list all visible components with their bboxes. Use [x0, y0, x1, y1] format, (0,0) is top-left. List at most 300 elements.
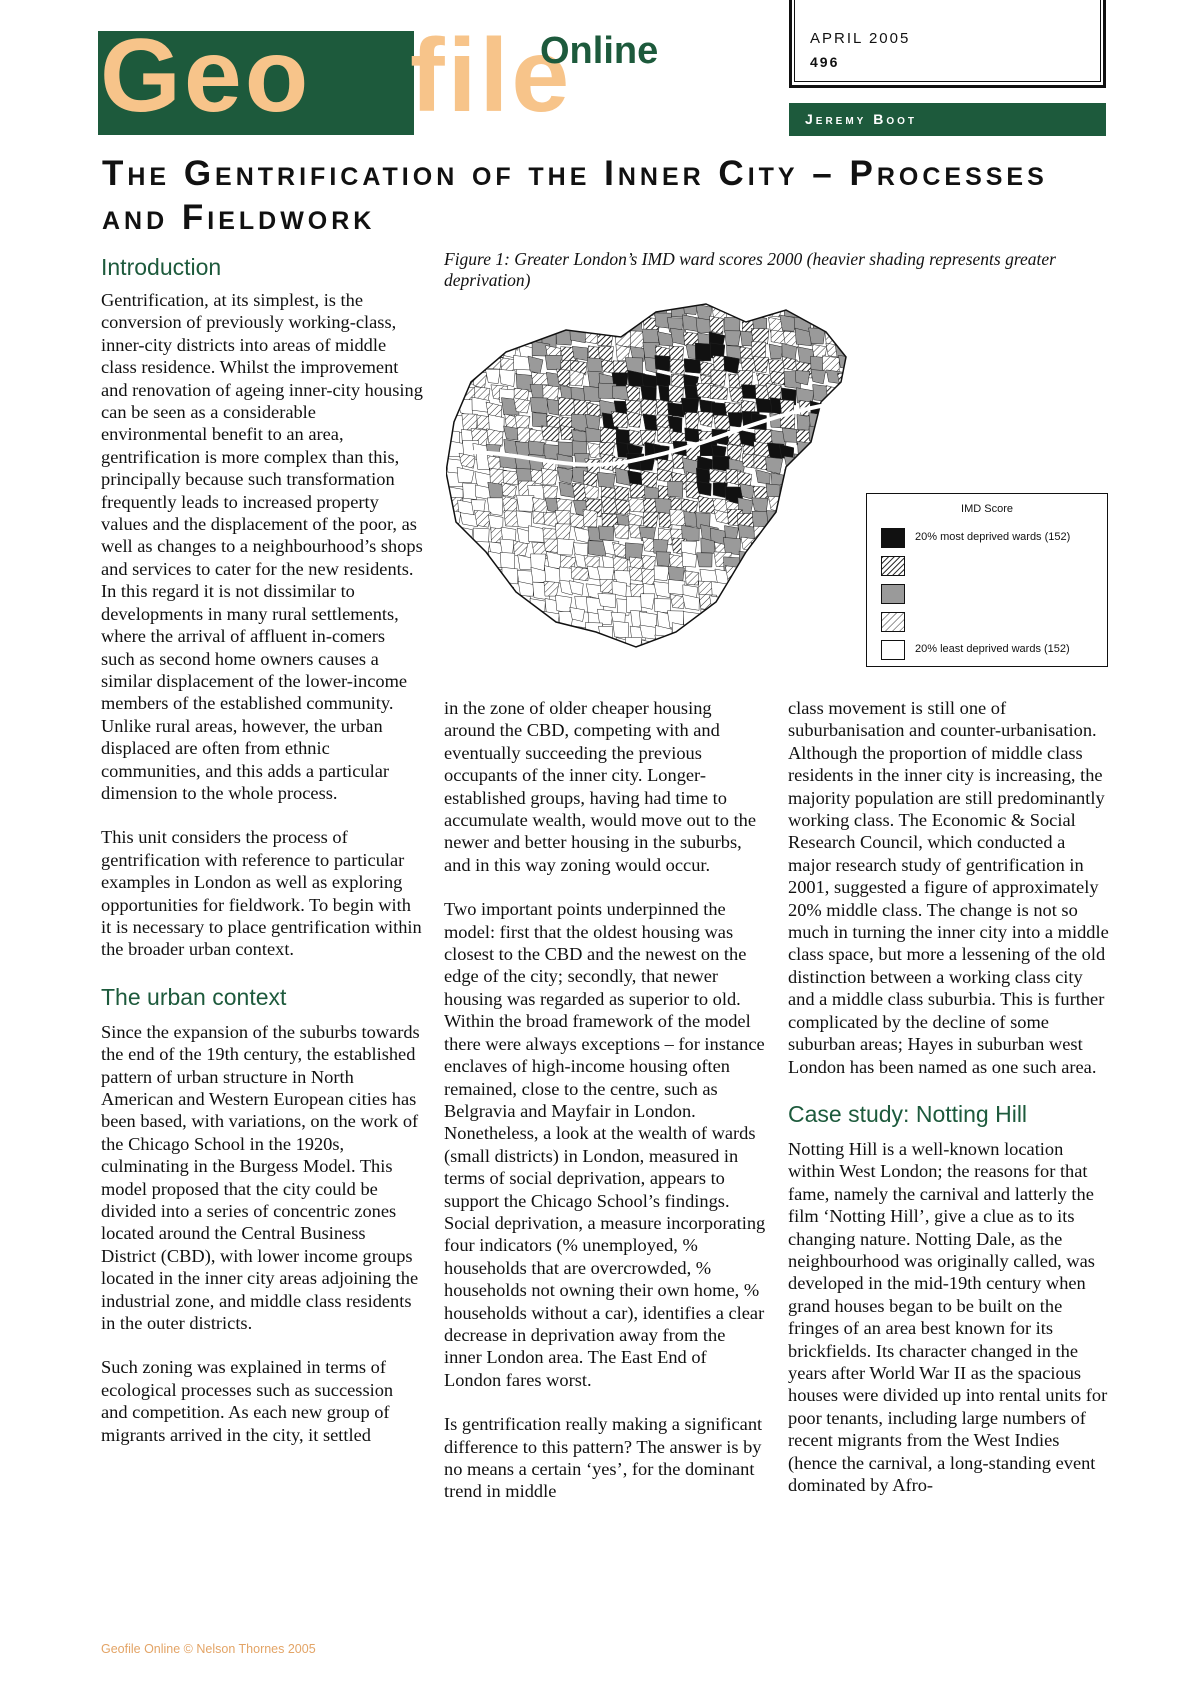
issue-number: 496	[810, 54, 840, 70]
ward-cell	[545, 355, 562, 370]
ward-cell	[698, 496, 714, 513]
ward-cell	[459, 316, 473, 332]
ward-cell	[529, 624, 544, 640]
figure-caption: Figure 1: Greater London’s IMD ward scores 2000 (heavier shading represents greater deprivation)	[444, 249, 1056, 290]
ward-cell	[727, 594, 744, 608]
ward-cell	[810, 596, 827, 610]
ward-cell	[799, 537, 814, 552]
ward-cell	[850, 458, 867, 472]
ward-cell	[461, 360, 475, 377]
ward-cell	[850, 442, 865, 459]
ward-cell	[754, 611, 769, 628]
ward-cell	[682, 552, 696, 567]
ward-cell	[825, 469, 841, 485]
ward-cell	[770, 650, 785, 667]
ward-cell	[852, 428, 870, 445]
ward-cell	[826, 528, 843, 543]
ward-cell	[726, 651, 742, 666]
ward-cell	[753, 357, 769, 373]
ward-cell	[798, 626, 813, 642]
ward-cell	[448, 317, 464, 332]
col2-paragraph-1: in the zone of older cheaper housing around the CBD, competing with and eventually succeeding the previous occupants of the inner city. Longer-established groups, having had time to accumulate wealth, would move out to the newer and better housing in the suburbs, and in this way zoning would occur.	[444, 698, 757, 875]
ward-cell	[825, 569, 840, 584]
ward-cell	[486, 302, 503, 317]
ward-cell	[669, 385, 684, 403]
ward-cell	[500, 624, 516, 642]
ward-cell	[807, 554, 821, 570]
ward-cell	[767, 580, 781, 596]
ward-cell	[546, 652, 561, 668]
ward-cell	[630, 483, 646, 498]
ward-cell	[628, 650, 645, 666]
ward-cell	[683, 612, 699, 626]
col3-paragraph-1: class movement is still one of suburbanisation and counter-urbanisation. Although the proportion of middle class residents in the inner city is increasing, the majority population are still predominantly working class. The Economic & Social Research Council, which conducted a major research study of gentrification in 2001, suggested a figure of approximately 20% middle class. The change is not so much in turning the inner city into a middle class space, but more a lessening of the old distinction between a working class city and a middle class suburbia. This is further complicated by the decline of some suburban areas; Hayes in suburban west London has been named as one such area.	[788, 698, 1109, 1077]
urban-paragraph-2: Such zoning was explained in terms of ecological processes such as succession and competition. As each new group of migrants arrived in the city, it settled	[101, 1357, 394, 1445]
ward-cell	[825, 596, 841, 610]
ward-cell	[838, 556, 853, 572]
ward-cell	[490, 595, 507, 609]
ward-cell	[503, 471, 518, 485]
ward-cell	[826, 386, 842, 401]
ward-cell	[686, 624, 702, 641]
ward-cell	[798, 484, 816, 500]
ward-cell	[447, 636, 463, 654]
ward-cell	[532, 413, 547, 428]
ward-cell	[486, 581, 502, 595]
ward-cell	[518, 624, 532, 639]
legend-swatch-light-hatch	[881, 612, 905, 632]
ward-cell	[459, 596, 477, 611]
ward-cell	[741, 637, 756, 655]
ward-cell	[654, 566, 669, 581]
ward-cell	[740, 304, 754, 319]
ward-cell	[645, 650, 663, 667]
ward-cell	[559, 397, 575, 415]
ward-cell	[459, 302, 476, 315]
ward-cell	[502, 302, 519, 316]
ward-cell	[477, 623, 493, 638]
ward-cell	[729, 582, 747, 600]
ward-cell	[472, 598, 488, 615]
ward-cell	[808, 639, 824, 657]
ward-cell	[672, 636, 688, 652]
ward-cell	[840, 571, 857, 586]
ward-cell	[752, 583, 769, 599]
ward-cell	[560, 652, 576, 667]
ward-cell	[457, 467, 474, 482]
ward-cell	[821, 582, 836, 596]
ward-cell	[812, 302, 827, 315]
ward-cell	[473, 613, 490, 628]
ward-cell	[840, 650, 858, 666]
ward-cell	[794, 581, 809, 598]
ward-cell	[613, 542, 628, 558]
ward-cell	[528, 441, 544, 456]
footer-copyright: Geofile Online © Nelson Thornes 2005	[101, 1642, 316, 1656]
ward-cell	[724, 622, 739, 637]
ward-cell	[781, 654, 799, 668]
ward-cell	[446, 374, 462, 390]
ward-cell	[728, 607, 745, 623]
ward-cell	[795, 302, 810, 316]
ward-cell	[836, 443, 852, 461]
ward-cell	[655, 355, 670, 371]
column-1	[101, 289, 423, 1468]
ward-cell	[570, 640, 586, 658]
ward-cell	[571, 566, 588, 580]
ward-cell	[611, 411, 627, 428]
ward-cell	[838, 543, 853, 557]
ward-cell	[474, 510, 491, 527]
ward-cell	[808, 457, 826, 475]
ward-cell	[471, 585, 487, 600]
ward-cell	[460, 650, 475, 668]
ward-cell	[727, 639, 744, 654]
ward-cell	[769, 496, 783, 512]
ward-cell	[710, 385, 727, 399]
ward-cell	[503, 640, 521, 658]
ward-cell	[854, 329, 870, 344]
ward-cell	[529, 610, 544, 624]
column-3	[788, 697, 1110, 1518]
ward-cell	[785, 470, 799, 487]
ward-cell	[546, 625, 561, 642]
ward-cell	[836, 593, 850, 608]
ward-cell	[836, 430, 852, 446]
ward-cell	[504, 596, 522, 613]
ward-cell	[474, 347, 488, 361]
ward-cell	[485, 369, 500, 383]
ward-cell	[837, 373, 854, 388]
ward-cell	[615, 304, 632, 319]
ward-cell	[785, 541, 800, 557]
ward-cell	[769, 639, 785, 654]
ward-cell	[669, 359, 684, 374]
ward-cell	[839, 317, 856, 335]
ward-cell	[446, 594, 462, 610]
ward-cell	[485, 655, 499, 672]
ward-cell	[697, 553, 713, 567]
ward-cell	[811, 539, 828, 556]
ward-cell	[698, 626, 715, 641]
ward-cell	[756, 639, 773, 656]
ward-cell	[837, 581, 852, 595]
ward-cell	[821, 302, 836, 317]
ward-cell	[711, 649, 726, 665]
ward-cell	[754, 624, 770, 639]
ward-cell	[811, 526, 828, 542]
ward-cell	[756, 470, 770, 484]
ward-cell	[449, 566, 465, 581]
ward-cell	[839, 355, 856, 369]
ward-cell	[599, 526, 614, 541]
ward-cell	[586, 428, 601, 442]
ward-cell	[461, 566, 476, 583]
ward-cell	[544, 302, 560, 317]
ward-cell	[458, 542, 474, 558]
ward-cell	[767, 537, 783, 552]
ward-cell	[458, 527, 472, 541]
ward-cell	[838, 621, 854, 637]
ward-cell	[462, 414, 478, 430]
ward-cell	[824, 542, 838, 557]
ward-cell	[837, 412, 854, 427]
ward-cell	[838, 386, 855, 403]
logo-file-text: file	[410, 18, 573, 134]
ward-cell	[798, 468, 814, 483]
ward-cell	[530, 398, 547, 414]
ward-cell	[461, 640, 478, 656]
legend-swatch-dense-hatch	[881, 556, 905, 576]
ward-cell	[754, 650, 769, 667]
ward-cell	[668, 481, 683, 497]
map-wards	[446, 302, 871, 672]
ward-cell	[793, 528, 810, 542]
intro-paragraph-2: This unit considers the process of gentrification with reference to particular examples in London as well as exploring opportunities for fieldwork. To begin with it is necessary to place gentrification within the broader urban context.	[101, 827, 422, 960]
ward-cell	[811, 441, 827, 455]
ward-cell	[600, 302, 618, 315]
ward-cell	[781, 569, 798, 586]
ward-cell	[710, 623, 724, 640]
ward-cell	[490, 331, 505, 348]
ward-cell	[714, 415, 730, 431]
ward-cell	[826, 650, 843, 667]
issue-date: APRIL 2005	[810, 30, 911, 47]
heading-case-study: Case study: Notting Hill	[788, 1100, 1028, 1127]
ward-cell	[599, 653, 614, 670]
ward-cell	[822, 635, 838, 652]
ward-cell	[795, 650, 813, 667]
ward-cell	[725, 331, 741, 346]
ward-cell	[823, 510, 840, 526]
ward-cell	[849, 389, 866, 407]
ward-cell	[781, 583, 798, 598]
ward-cell	[780, 608, 797, 625]
ward-cell	[811, 370, 826, 384]
ward-cell	[630, 304, 646, 318]
ward-cell	[768, 570, 784, 585]
ward-cell	[503, 426, 518, 440]
legend-item	[881, 556, 1101, 578]
ward-cell	[670, 594, 684, 608]
ward-cell	[598, 314, 612, 329]
legend-title: IMD Score	[961, 503, 1013, 515]
ward-cell	[768, 597, 785, 611]
ward-cell	[502, 496, 517, 513]
ward-cell	[613, 621, 629, 638]
ward-cell	[655, 498, 672, 514]
ward-cell	[601, 639, 615, 656]
map-legend	[866, 493, 1108, 667]
ward-cell	[839, 330, 857, 346]
ward-cell	[684, 654, 698, 669]
ward-cell	[557, 304, 575, 322]
ward-cell	[460, 327, 477, 345]
ward-cell	[600, 427, 617, 444]
ward-cell	[614, 524, 629, 539]
ward-cell	[769, 624, 787, 642]
ward-cell	[851, 469, 866, 485]
ward-cell	[709, 611, 724, 625]
ward-cell	[751, 543, 767, 558]
ward-cell	[739, 567, 754, 583]
ward-cell	[850, 315, 865, 330]
ward-cell	[542, 468, 558, 485]
ward-cell	[795, 513, 811, 531]
ward-cell	[557, 539, 574, 556]
ward-cell	[822, 499, 837, 516]
heading-urban-context: The urban context	[101, 983, 287, 1010]
ward-cell	[587, 358, 602, 373]
ward-cell	[476, 654, 491, 672]
ward-cell	[447, 622, 462, 638]
ward-cell	[516, 654, 533, 671]
ward-cell	[614, 316, 631, 331]
legend-label: 20% most deprived wards (152)	[915, 531, 1071, 543]
ward-cell	[769, 344, 784, 359]
ward-cell	[487, 641, 504, 658]
legend-swatch-black	[881, 528, 905, 548]
ward-cell	[767, 511, 782, 527]
intro-paragraph-1: Gentrification, at its simplest, is the conversion of previously working-class, inner-city districts into areas of middle class residence. Whilst the improvement and renovation of ageing inner-city housing can be seen as a considerable environmental benefit to an area, gentrification is more complex than this, principally because such transformation frequently leads to increased property values and the displacement of the poor, as well as changes to a neighbourhood’s shops and services to cater for the new residents. In this regard it is not dissimilar to developments in many rural settlements, where the arrival of affluent in-comers such as second home owners causes a similar displacement of the lower-income members of the established community. Unlike rural areas, however, the urban displaced are often from ethnic communities, and this adds a particular dimension to the whole process.	[101, 290, 423, 803]
ward-cell	[544, 581, 559, 596]
ward-cell	[584, 640, 601, 656]
ward-cell	[627, 596, 642, 613]
ward-cell	[795, 371, 810, 385]
ward-cell	[838, 458, 856, 475]
ward-cell	[530, 302, 546, 316]
ward-cell	[855, 356, 872, 370]
ward-cell	[796, 641, 812, 657]
ward-cell	[724, 356, 740, 374]
col2-paragraph-2: Two important points underpinned the model: first that the oldest housing was closest to the CBD and the newest on the edge of the city; secondly, that newer housing was regarded as superior to old. Within the broad framework of the model there were always exceptions – for instance enclaves of high-income housing often remained, close to the centre, such as Belgravia and Mayfair in London. Nonetheless, a look at the wealth of wards (small districts) in London, measured in terms of social deprivation, appears to support the Chicago School’s findings. Social deprivation, a measure incorporating four indicators (% unemployed, % households that are overcrowded, % households not owning their own home, % households without a car), identifies a clear decrease in deprivation away from the inner London area. The East End of London fares worst.	[444, 899, 766, 1390]
ward-cell	[755, 593, 771, 609]
ward-cell	[755, 302, 771, 315]
ward-cell	[737, 650, 752, 667]
ward-cell	[784, 456, 802, 471]
ward-cell	[697, 481, 712, 495]
ward-cell	[572, 346, 587, 360]
ward-cell	[656, 373, 670, 387]
ward-cell	[446, 384, 457, 399]
ward-cell	[449, 579, 465, 596]
ward-cell	[742, 597, 759, 615]
ward-cell	[783, 598, 797, 615]
ward-cell	[823, 483, 840, 499]
ward-cell	[463, 626, 480, 642]
ward-cell	[446, 359, 459, 376]
ward-cell	[519, 608, 535, 622]
logo-online-text: Online	[540, 30, 659, 72]
issue-box	[789, 0, 1106, 88]
ward-cell	[499, 369, 515, 386]
ward-cell	[836, 613, 851, 630]
heading-introduction: Introduction	[101, 254, 222, 280]
ward-cell	[835, 638, 850, 653]
ward-cell	[476, 635, 491, 651]
ward-cell	[501, 332, 518, 350]
ward-cell	[794, 597, 811, 611]
legend-swatch-white	[881, 640, 905, 660]
ward-cell	[794, 554, 812, 572]
ward-cell	[615, 649, 632, 667]
ward-cell	[782, 513, 799, 529]
ward-cell	[475, 315, 490, 331]
ward-cell	[491, 622, 509, 640]
ward-cell	[541, 426, 559, 442]
ward-cell	[515, 314, 531, 329]
ward-cell	[782, 551, 799, 567]
legend-swatch-grey	[881, 584, 905, 604]
ward-cell	[501, 319, 517, 335]
ward-cell	[740, 626, 756, 641]
ward-cell	[795, 608, 810, 625]
ward-cell	[656, 552, 671, 567]
legend-item	[881, 528, 1101, 550]
ward-cell	[811, 570, 828, 586]
ward-cell	[821, 439, 838, 453]
ward-cell	[518, 555, 533, 570]
ward-cell	[851, 375, 867, 393]
ward-cell	[695, 343, 711, 361]
ward-cell	[583, 315, 599, 331]
ward-cell	[513, 641, 530, 659]
ward-cell	[780, 485, 795, 500]
ward-cell	[557, 467, 573, 484]
urban-paragraph-1: Since the expansion of the suburbs towards the end of the 19th century, the established pattern of urban structure in North American and Western European cities has been based, with variations, on the work of the Chicago School in the 1920s, culminating in the Burgess Model. This model proposed that the city could be divided into a series of concentric zones located around the Central Business District (CBD), with lower income groups located in the inner city areas adjoining the industrial zone, and middle class residents in the outer districts.	[101, 1021, 420, 1334]
ward-cell	[668, 651, 686, 666]
ward-cell	[583, 386, 600, 402]
ward-cell	[474, 302, 488, 320]
ward-cell	[825, 316, 841, 331]
ward-cell	[783, 526, 801, 544]
ward-cell	[668, 579, 685, 594]
col2-paragraph-3: Is gentrification really making a significant difference to this pattern? The answer is by no means a certain ‘yes’, for the dominant trend in middle	[444, 1414, 763, 1502]
ward-cell	[756, 568, 772, 586]
ward-cell	[824, 552, 840, 569]
ward-cell	[809, 627, 825, 644]
ward-cell	[518, 302, 534, 317]
ward-cell	[784, 501, 802, 516]
ward-cell	[855, 398, 870, 413]
ward-cell	[822, 456, 838, 473]
ward-cell	[569, 302, 584, 317]
ward-cell	[766, 526, 783, 543]
ward-cell	[641, 594, 655, 610]
ward-cell	[449, 650, 466, 667]
ward-cell	[570, 650, 588, 665]
ward-cell	[527, 316, 541, 332]
ward-cell	[597, 472, 615, 488]
ward-cell	[813, 313, 828, 330]
ward-cell	[489, 415, 505, 432]
ward-cell	[516, 495, 534, 511]
ward-cell	[558, 637, 573, 653]
ward-cell	[490, 611, 505, 627]
ward-cell	[839, 525, 855, 542]
ward-cell	[765, 457, 782, 474]
ward-cell	[463, 346, 480, 363]
ward-cell	[528, 649, 543, 664]
author-name: Jeremy Boot	[805, 111, 918, 127]
ward-cell	[851, 512, 865, 529]
legend-item	[881, 584, 1101, 606]
ward-cell	[850, 595, 864, 613]
ward-cell	[504, 609, 518, 624]
ward-cell	[459, 580, 475, 597]
ward-cell	[782, 428, 798, 442]
ward-cell	[446, 554, 460, 568]
